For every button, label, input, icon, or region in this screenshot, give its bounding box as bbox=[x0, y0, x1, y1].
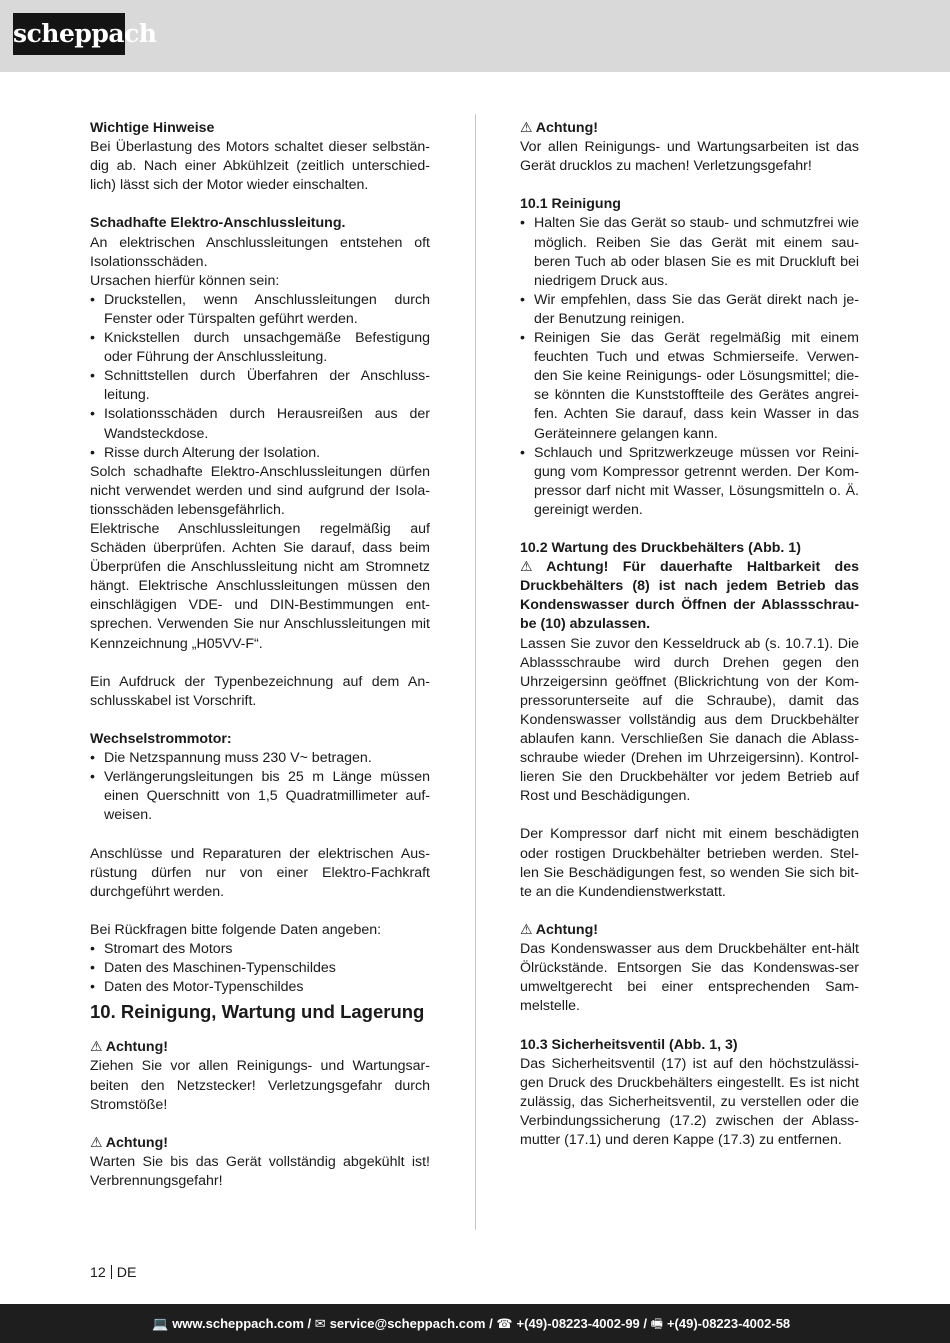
aufdruck-text: Ein Aufdruck der Typenbezeichnung auf dem An-schlusskabel ist Vorschrift. bbox=[90, 673, 430, 709]
email-link[interactable]: service@scheppach.com bbox=[329, 1316, 486, 1331]
list-item: • Reinigen Sie das Gerät regelmäßig mit einem feuchten Tuch und etwas Schmierseife. Verwen-den Sie keine Reinigungs- oder Lösungsmittel; die-se könnten die Kunststoffteile des Gerätes angrei-fen. Achten Sie darauf, dass kein Wasser in das Geräteinnere gelangen kann. bbox=[520, 329, 859, 444]
list-item: • Isolationsschäden durch Herausreißen aus der Wandsteckdose. bbox=[90, 405, 430, 443]
fax-number: +(49)-08223-4002-58 bbox=[666, 1316, 791, 1331]
achtung-heading: ⚠ Achtung! bbox=[90, 1039, 168, 1056]
solch-schadhafte-text: Solch schadhafte Elektro-Anschlussleitungen dürfen nicht verwendet werden und sind aufgrund der Isola-tionsschäden lebensgefährlich. bbox=[90, 463, 430, 518]
email-icon: ✉ bbox=[314, 1316, 326, 1331]
wichtige-hinweise-text: Bei Überlastung des Motors schaltet dieser selbstän-dig ab. Nach einer Abkühlzeit (zeitlich unterschied-lich) lässt sich der Motor wieder einschalten. bbox=[90, 139, 430, 194]
achtung-heading: ⚠ Achtung! bbox=[90, 1134, 168, 1151]
kondenswasser-text: Das Kondenswasser aus dem Druckbehälter ent-hält Ölrückstände. Entsorgen Sie das Kondenswas-ser umweltgerecht bei einer entsprechenden Sam-melstelle. bbox=[520, 941, 859, 1015]
list-item: • Wir empfehlen, dass Sie das Gerät direkt nach je-der Benutzung reinigen. bbox=[520, 291, 859, 329]
computer-icon: 💻 bbox=[152, 1316, 169, 1331]
reinigung-heading: 10.1 Reinigung bbox=[520, 196, 621, 213]
warning-icon: ⚠ bbox=[90, 1039, 103, 1056]
wartung-text: Lassen Sie zuvor den Kesseldruck ab (s. 10.7.1). Die Ablassschraube wird durch Drehen gegen den Uhrzeigersinn geöffnet (Blickrichtung von der Kom-pressorunterseite auf die Schraube), damit das Kondenswasser vollständig aus dem Druckbehälter ablaufen kann. Verschließen Sie danach die Ablass-schraube wieder (Drehen im Uhrzeigersinn). Kontrol-lieren Sie den Druckbehälter vor jedem Betrieb auf Rost und Beschädigungen. bbox=[520, 635, 859, 805]
list-item: • Knickstellen durch unsachgemäße Befestigung oder Führung der Anschlussleitung. bbox=[90, 329, 430, 367]
page-number: 12 DE bbox=[90, 1265, 137, 1281]
list-item: • Daten des Motor-Typenschildes bbox=[90, 978, 430, 997]
wartung-heading: 10.2 Wartung des Druckbehälters (Abb. 1) bbox=[520, 540, 801, 557]
list-item: • Daten des Maschinen-Typenschildes bbox=[90, 959, 430, 978]
list-item: • Die Netzspannung muss 230 V~ betragen. bbox=[90, 749, 430, 768]
wechselstrommotor-heading: Wechselstrommotor: bbox=[90, 731, 232, 747]
column-divider bbox=[475, 114, 476, 1230]
warning-icon: ⚠ bbox=[520, 921, 533, 938]
phone-icon: ☎ bbox=[496, 1316, 513, 1331]
achtung-abgekuehlt-text: Warten Sie bis das Gerät vollständig abgekühlt ist! Verbrennungsgefahr! bbox=[90, 1153, 430, 1189]
achtung-heading: ⚠ Achtung! bbox=[520, 120, 598, 136]
list-item: • Druckstellen, wenn Anschlussleitungen durch Fenster oder Türspalten geführt werden. bbox=[90, 291, 430, 329]
right-column bbox=[520, 119, 859, 1150]
list-item: • Halten Sie das Gerät so staub- und schmutzfrei wie möglich. Reiben Sie das Gerät mit einem sau-beren Tuch ab oder blasen Sie es mit Druckluft bei niedrigem Druck aus. bbox=[520, 214, 859, 290]
achtung-netzstecker-text: Ziehen Sie vor allen Reinigungs- und Wartungsar-beiten den Netzstecker! Verletzungsgefahr durch Stromstöße! bbox=[90, 1058, 430, 1113]
rueckfragen-list bbox=[90, 940, 430, 997]
elektrische-leitungen-text: Elektrische Anschlussleitungen regelmäßig auf Schäden überprüfen. Achten Sie darauf, dass beim Überprüfen die Anschlussleitung nicht am Stromnetz hängt. Elektrische Anschlussleitungen müssen den einschlägigen VDE- und DIN-Bestimmungen ent-sprechen. Verwenden Sie nur Anschlussleitungen mit Kennzeichnung „H05VV-F“. bbox=[90, 520, 430, 652]
warning-icon: ⚠ bbox=[520, 120, 533, 136]
phone-number: +(49)-08223-4002-99 bbox=[516, 1316, 640, 1331]
rueckfragen-intro: Bei Rückfragen bitte folgende Daten angeben: bbox=[90, 921, 382, 938]
scheppach-logo: scheppach bbox=[13, 13, 125, 55]
wechselstrommotor-list bbox=[90, 749, 430, 825]
achtung-heading: ⚠ Achtung! bbox=[520, 921, 598, 938]
list-item: • Schnittstellen durch Überfahren der Anschluss-leitung. bbox=[90, 367, 430, 405]
website-link[interactable]: www.scheppach.com bbox=[172, 1316, 304, 1331]
anschluesse-text: Anschlüsse und Reparaturen der elektrischen Aus-rüstung dürfen nur von einer Elektro-Fachkraft durchgeführt werden. bbox=[90, 845, 430, 900]
section-10-heading: 10. Reinigung, Wartung und Lagerung bbox=[90, 1001, 425, 1023]
page-footer: 💻 www.scheppach.com / ✉ service@scheppach.com / ☎ +(49)-08223-4002-99 / 🖷 +(49)-08223-4002-58 bbox=[0, 1304, 950, 1343]
page-header bbox=[0, 0, 950, 72]
schadhafte-leitung-text: An elektrischen Anschlussleitungen entstehen oft Isolationsschäden. bbox=[90, 234, 430, 270]
fax-icon: 🖷 bbox=[650, 1316, 663, 1331]
left-column bbox=[90, 119, 430, 1191]
warning-icon: ⚠ bbox=[520, 559, 544, 576]
ursachen-list bbox=[90, 291, 430, 463]
wichtige-hinweise-heading: Wichtige Hinweise bbox=[90, 120, 215, 136]
sicherheitsventil-heading: 10.3 Sicherheitsventil (Abb. 1, 3) bbox=[520, 1036, 738, 1053]
kompressor-text: Der Kompressor darf nicht mit einem beschädigten oder rostigen Druckbehälter betrieben werden. Stel-len Sie Beschädigungen fest, so wenden Sie sich bit-te an die Kundendienstwerkstatt. bbox=[520, 826, 859, 900]
reinigung-list bbox=[520, 214, 859, 520]
list-item: • Verlängerungsleitungen bis 25 m Länge müssen einen Querschnitt von 1,5 Quadratmillimeter auf-weisen. bbox=[90, 768, 430, 825]
list-item: • Schlauch und Spritzwerkzeuge müssen vor Reini-gung vom Kompressor getrennt werden. Der Kom-pressor darf nicht mit Wasser, Lösungsmitteln o. Ä. gereinigt werden. bbox=[520, 444, 859, 520]
sicherheitsventil-text: Das Sicherheitsventil (17) ist auf den höchstzulässi-gen Druck des Druckbehälters eingestellt. Es ist nicht zulässig, das Sicherheitsventil, zu verstellen oder die Verbindungssicherung (17.2) zwischen der Ablass-mutter (17.1) und deren Kappe (17.3) zu entfernen. bbox=[520, 1055, 859, 1148]
list-item: • Risse durch Alterung der Isolation. bbox=[90, 444, 430, 463]
list-item: • Stromart des Motors bbox=[90, 940, 430, 959]
warning-icon: ⚠ bbox=[90, 1134, 103, 1151]
wartung-warning: ⚠ Achtung! Für dauerhafte Haltbarkeit des Druckbehälters (8) ist nach jedem Betrieb das Kondenswasser durch Öffnen der Ablassschrau-be (10) abzulassen. bbox=[520, 559, 859, 633]
achtung-drucklos-text: Vor allen Reinigungs- und Wartungsarbeiten ist das Gerät drucklos zu machen! Verletzungsgefahr! bbox=[520, 139, 859, 175]
schadhafte-leitung-heading: Schadhafte Elektro-Anschlussleitung. bbox=[90, 215, 346, 232]
ursachen-intro: Ursachen hierfür können sein: bbox=[90, 272, 280, 289]
